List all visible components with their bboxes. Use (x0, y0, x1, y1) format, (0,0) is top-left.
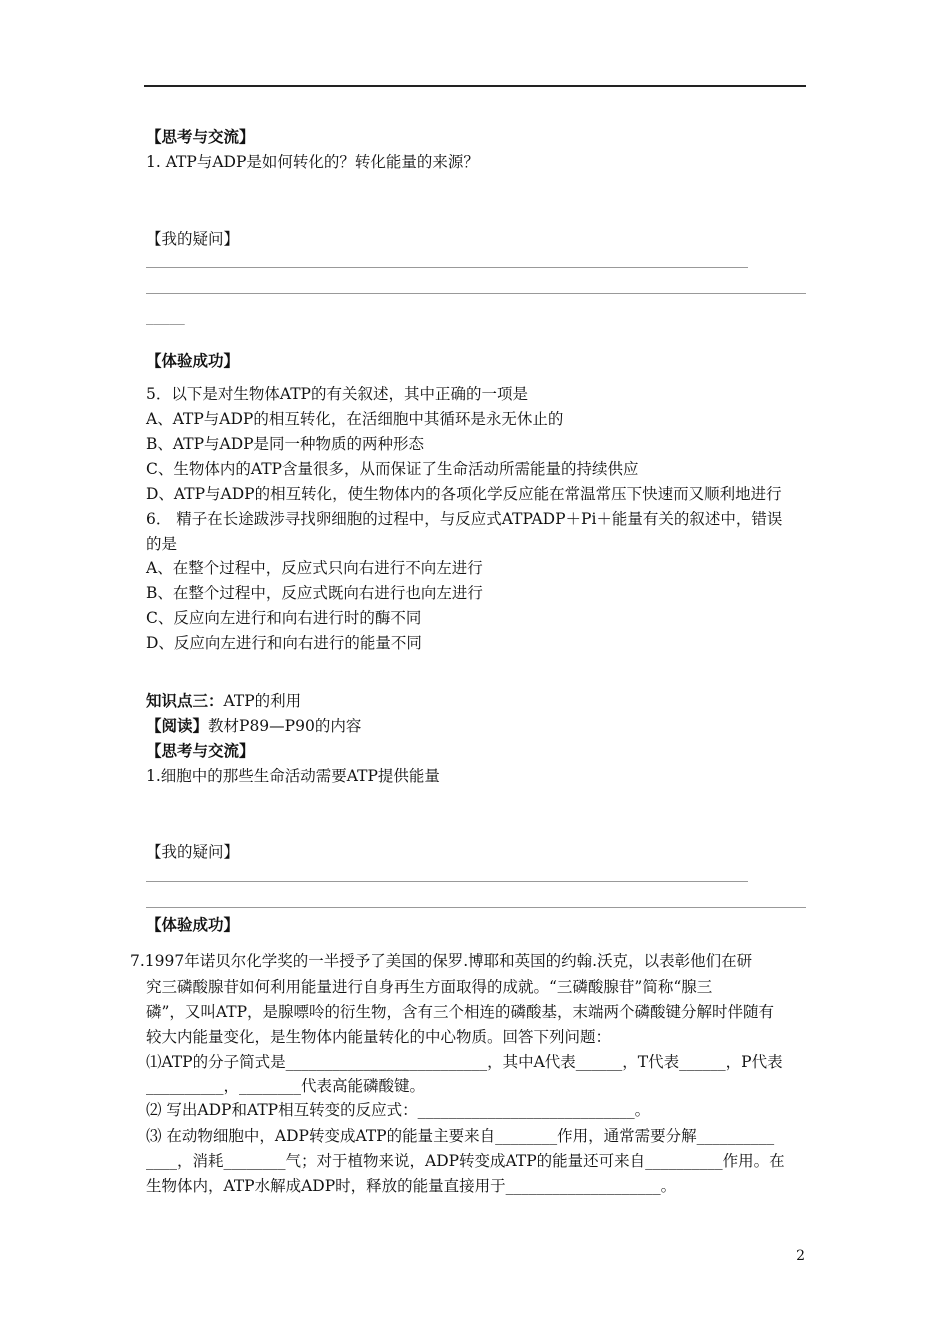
question-k3-1: 1.细胞中的那些生命活动需要ATP提供能量 (146, 767, 440, 785)
option-5d: D、ATP与ADP的相互转化，使生物体内的各项化学反应能在常温常压下快速而又顺利地进行 (146, 485, 782, 503)
option-6c: C、反应向左进行和向右进行时的酶不同 (146, 609, 422, 627)
reading-label: 【阅读】 (146, 716, 209, 735)
question-7-part-3: ⑶ 在动物细胞中，ADP转变成ATP的能量主要来自________作用，通常需要分解__________ (146, 1127, 775, 1145)
section-heading-think-2: 【思考与交流】 (146, 741, 255, 760)
section-heading-practice-2: 【体验成功】 (146, 915, 240, 934)
question-1: 1. ATP与ADP是如何转化的？转化能量的来源？ (146, 153, 479, 171)
kp-title: ATP的利用 (223, 692, 302, 710)
question-7-part-3-end: 生物体内，ATP水解成ADP时，释放的能量直接用于____________________。 (146, 1177, 677, 1195)
reading-text: 教材P89—P90的内容 (208, 717, 362, 735)
answer-line (146, 267, 748, 268)
question-7-line-4: 较大内能量变化，是生物体内能量转化的中心物质。回答下列问题： (146, 1028, 612, 1046)
question-7-line-2: 究三磷酸腺苷如何利用能量进行自身再生方面取得的成就。“三磷酸腺苷”简称“腺三 (146, 978, 713, 996)
question-7-part-3-cont: ____，消耗________气；对于植物来说，ADP转变成ATP的能量还可来自__________作用。在 (146, 1152, 785, 1170)
question-7-part-1: ⑴ATP的分子简式是__________________________，其中A代表______，T代表______，P代表 (146, 1053, 783, 1071)
option-5a: A、ATP与ADP的相互转化，在活细胞中其循环是永无休止的 (146, 410, 564, 428)
option-6d: D、反应向左进行和向右进行的能量不同 (146, 634, 422, 652)
option-6b: B、在整个过程中，反应式既向右进行也向左进行 (146, 584, 483, 602)
option-6a: A、在整个过程中，反应式只向右进行不向左进行 (146, 559, 483, 577)
doubt-heading: 【我的疑问】 (146, 230, 240, 248)
question-7-line-3: 磷”，又叫ATP，是腺嘌呤的衍生物，含有三个相连的磷酸基，末端两个磷酸键分解时伴随有 (146, 1003, 775, 1021)
question-6: 6． 精子在长途跋涉寻找卵细胞的过程中，与反应式ATPADP＋Pi＋能量有关的叙述中，错误 (146, 510, 783, 528)
question-5: 5．以下是对生物体ATP的有关叙述，其中正确的一项是 (146, 385, 528, 403)
reading-line (146, 716, 361, 736)
page-number: 2 (796, 1248, 805, 1264)
answer-line-tail: _____ (146, 307, 185, 325)
answer-line (146, 293, 806, 294)
header-rule (144, 85, 806, 87)
question-6-cont: 的是 (146, 535, 178, 553)
option-5c: C、生物体内的ATP含量很多，从而保证了生命活动所需能量的持续供应 (146, 460, 639, 478)
doubt-heading-2: 【我的疑问】 (146, 843, 240, 861)
answer-line (146, 881, 748, 882)
answer-line (146, 907, 806, 908)
section-heading-think: 【思考与交流】 (146, 127, 255, 146)
knowledge-point-3 (146, 691, 301, 711)
kp-label: 知识点三： (146, 691, 224, 710)
question-7-part-2: ⑵ 写出ADP和ATP相互转变的反应式：____________________________。 (146, 1101, 651, 1119)
question-7-part-1-cont: __________，________代表高能磷酸键。 (146, 1077, 426, 1095)
question-7-line-1: 7.1997年诺贝尔化学奖的一半授予了美国的保罗.博耶和英国的约翰.沃克，以表彰他们在研 (130, 952, 753, 970)
option-5b: B、ATP与ADP是同一种物质的两种形态 (146, 435, 425, 453)
section-heading-practice: 【体验成功】 (146, 351, 240, 370)
